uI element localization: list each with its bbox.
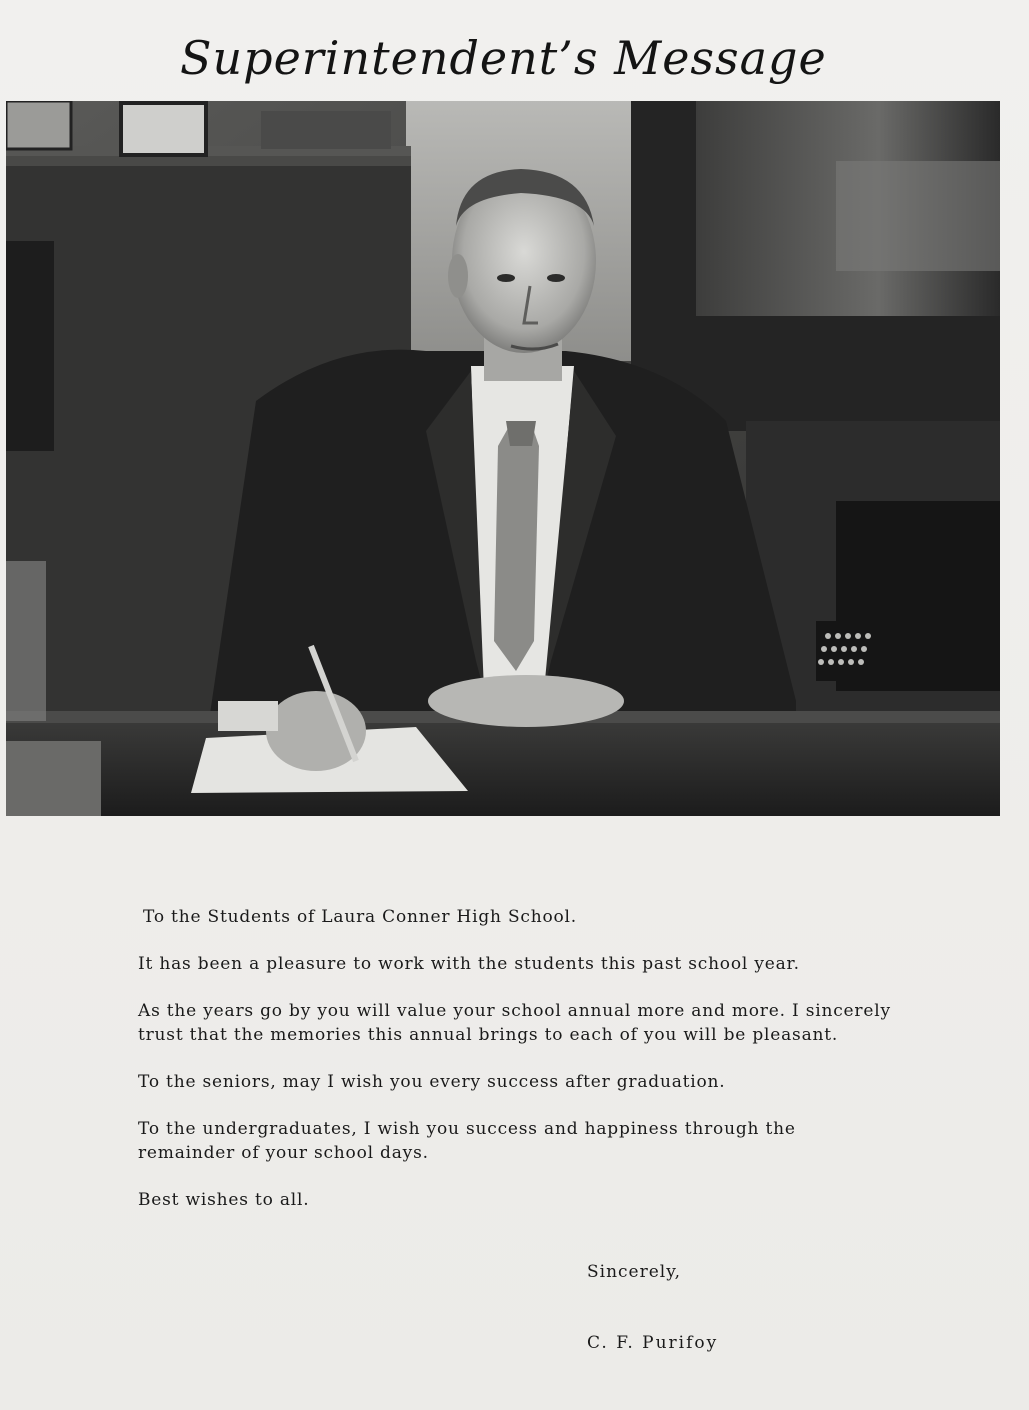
letter-paragraph-2: As the years go by you will value your school annual more and more. I sincerely trust that the memories this annual brings to each of you will be pleasant.	[138, 1001, 891, 1045]
letter-closing: Sincerely,	[587, 1262, 681, 1282]
superintendent-letter	[138, 905, 898, 1235]
letter-paragraph-4: To the undergraduates, I wish you success and happiness through the remainder of your school days.	[138, 1119, 796, 1163]
letter-paragraph-5: Best wishes to all.	[138, 1190, 310, 1210]
superintendent-photo	[6, 101, 1000, 816]
letter-salutation: To the Students of Laura Conner High School.	[143, 907, 578, 927]
letter-paragraph-3: To the seniors, may I wish you every success after graduation.	[138, 1072, 726, 1092]
page-title: Superintendent’s Message	[180, 31, 827, 85]
photo-illustration	[6, 101, 1000, 816]
letter-signature: C. F. Purifoy	[587, 1333, 719, 1353]
letter-paragraph-1: It has been a pleasure to work with the students this past school year.	[138, 954, 800, 974]
